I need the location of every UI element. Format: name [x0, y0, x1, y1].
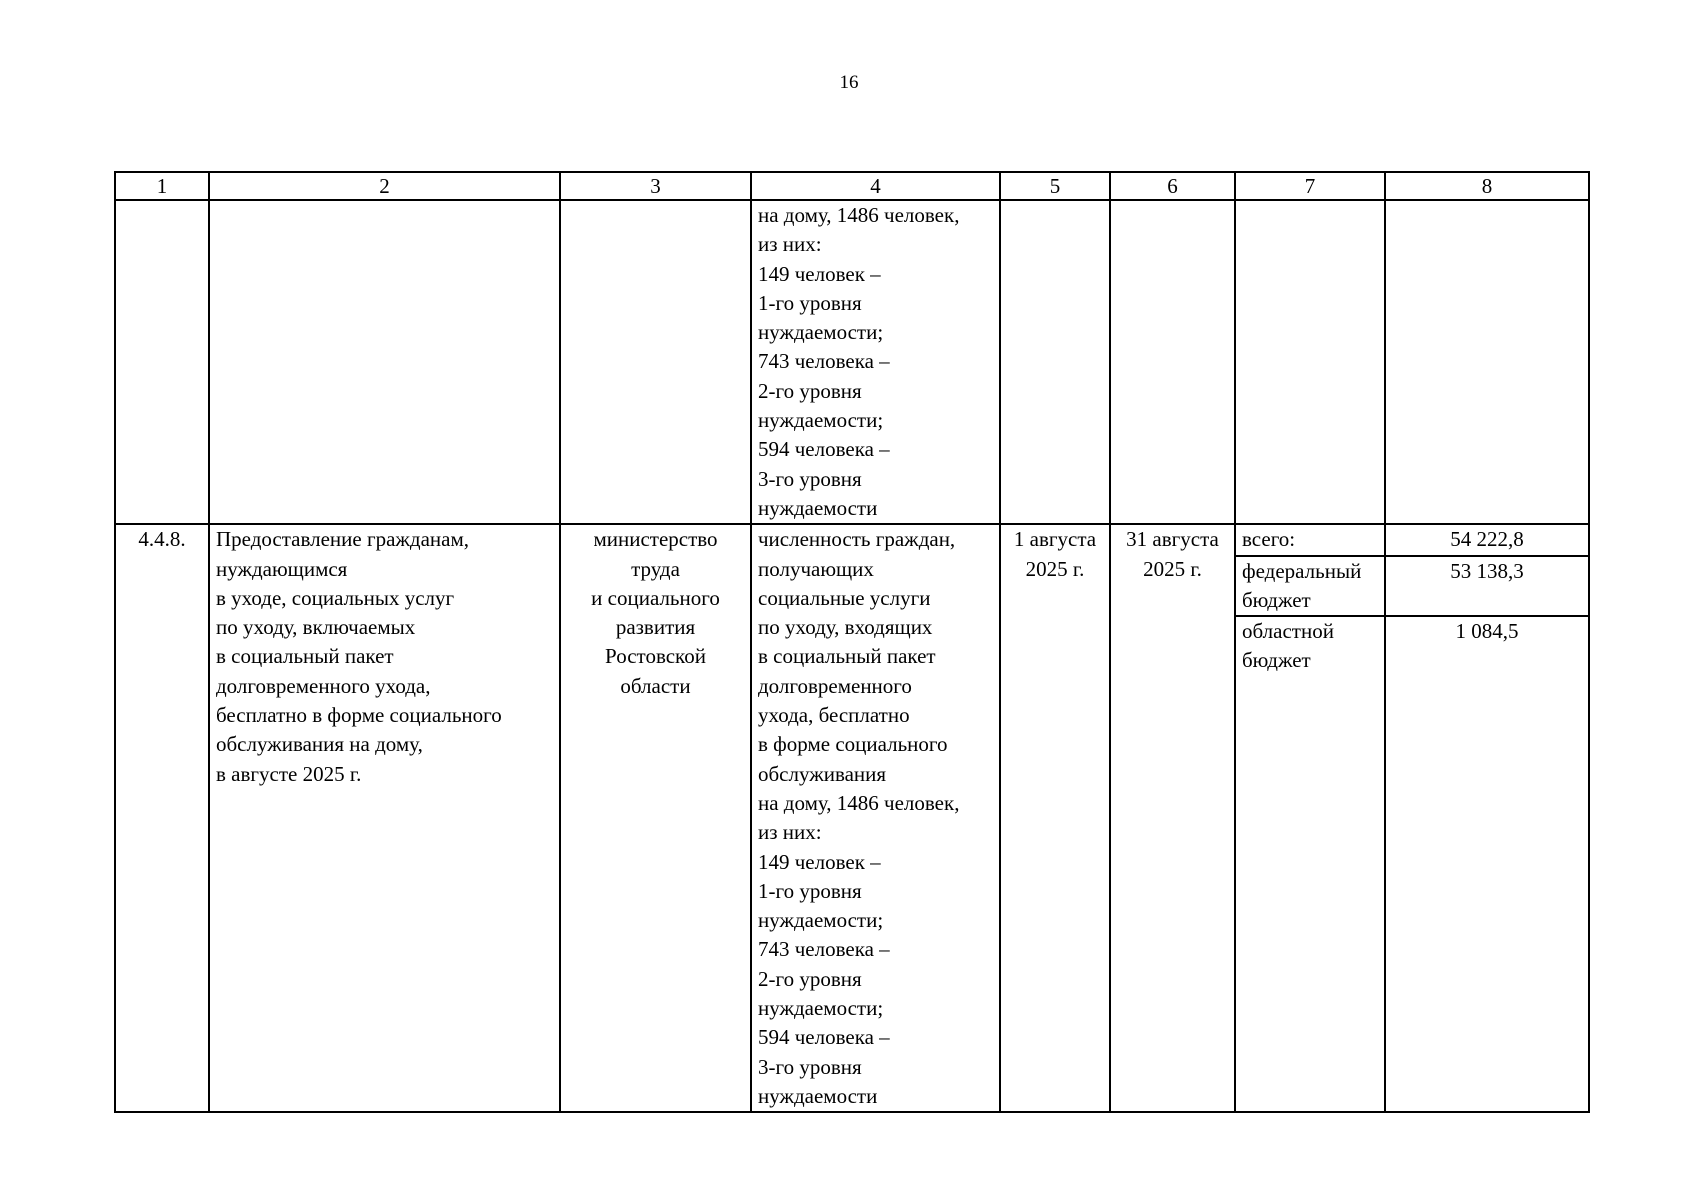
cont-indicator-line: 743 человека –: [758, 349, 890, 374]
funding-sources: [1235, 524, 1385, 1112]
start-date: [1000, 524, 1110, 1112]
header-cell: 1: [115, 172, 209, 200]
funding-amount-value: 54 222,8: [1450, 527, 1524, 552]
description-line: в уходе, социальных услуг: [216, 585, 455, 610]
header-cell: 2: [209, 172, 560, 200]
indicator-line: на дому, 1486 человек,: [758, 790, 960, 815]
header-cell: 3: [560, 172, 751, 200]
cont-indicator-line: на дому, 1486 человек,: [758, 203, 960, 227]
cont-cell-2: [209, 200, 560, 524]
description-line: бесплатно в форме социального: [216, 703, 502, 728]
cont-indicator-line: 594 человека –: [758, 437, 890, 462]
funding-source-federal: [1236, 557, 1384, 618]
indicator-line: численность граждан,: [758, 527, 956, 552]
executor-line: министерство: [593, 527, 718, 552]
indicator-line: 3-го уровня: [758, 1054, 862, 1079]
funding-source-label: областной: [1242, 619, 1334, 644]
description-line: нуждающимся: [216, 556, 348, 581]
description-line: по уходу, включаемых: [216, 615, 416, 640]
row-number: [115, 524, 209, 1112]
header-row: [115, 172, 1589, 200]
funding-source-label: бюджет: [1242, 587, 1311, 612]
indicator-line: в социальный пакет: [758, 644, 936, 669]
cont-indicator-line: 2-го уровня: [758, 378, 862, 403]
indicator: [751, 524, 1000, 1112]
indicator-line: нуждаемости: [758, 1083, 878, 1108]
header-cell: 4: [751, 172, 1000, 200]
indicator-line: 1-го уровня: [758, 878, 862, 903]
indicator-line: социальные услуги: [758, 585, 931, 610]
indicator-line: 2-го уровня: [758, 966, 862, 991]
start-date-line: 1 августа: [1013, 527, 1097, 552]
indicator-line: долговременного: [758, 673, 912, 698]
description-line: в социальный пакет: [216, 644, 394, 669]
cont-cell-6: [1110, 200, 1235, 524]
indicator-line: в форме социального: [758, 732, 948, 757]
cont-cell-8: [1385, 200, 1589, 524]
funding-source-label: бюджет: [1242, 648, 1311, 673]
end-date: [1110, 524, 1235, 1112]
table-row: [115, 524, 1589, 1112]
indicator-line: ухода, бесплатно: [758, 703, 910, 728]
funding-source-total: [1236, 525, 1384, 556]
cont-indicator-line: 149 человек –: [758, 261, 881, 286]
executor: [560, 524, 751, 1112]
cont-indicator-line: нуждаемости;: [758, 320, 884, 345]
executor-line: Ростовской: [605, 644, 706, 669]
executor-line: области: [620, 673, 691, 698]
indicator-line: нуждаемости;: [758, 908, 884, 933]
indicator-line: 149 человек –: [758, 849, 881, 874]
header-cell: 8: [1385, 172, 1589, 200]
cont-indicator-line: 3-го уровня: [758, 466, 862, 491]
description-line: в августе 2025 г.: [216, 761, 362, 786]
page-number: 16: [839, 72, 859, 93]
header-cell: 5: [1000, 172, 1110, 200]
cont-indicator-line: нуждаемости;: [758, 408, 884, 433]
description-line: долговременного ухода,: [216, 673, 431, 698]
executor-line: труда: [631, 556, 680, 581]
cont-cell-3: [560, 200, 751, 524]
start-date-line: 2025 г.: [1025, 556, 1085, 581]
indicator-line: 594 человека –: [758, 1025, 890, 1050]
funding-source-regional: [1236, 617, 1384, 676]
cont-indicator-cell: [751, 200, 1000, 524]
indicator-line: обслуживания: [758, 761, 887, 786]
funding-amount-value: 53 138,3: [1450, 558, 1524, 583]
continuation-row: [115, 200, 1589, 524]
funding-amount-total: [1386, 525, 1588, 556]
header-cell: 6: [1110, 172, 1235, 200]
indicator-line: нуждаемости;: [758, 996, 884, 1021]
header-cell: 7: [1235, 172, 1385, 200]
funding-amounts: [1385, 524, 1589, 1112]
row-number-text: 4.4.8.: [138, 527, 186, 552]
plan-table: [114, 171, 1590, 1113]
indicator-line: из них:: [758, 820, 822, 845]
funding-source-label: федеральный: [1242, 558, 1362, 583]
funding-amount-regional: [1386, 617, 1588, 646]
funding-amount-federal: [1386, 557, 1588, 618]
end-date-line: 2025 г.: [1143, 556, 1202, 581]
cont-indicator-line: из них:: [758, 232, 822, 257]
executor-line: и социального: [591, 585, 720, 610]
cont-cell-1: [115, 200, 209, 524]
description-line: обслуживания на дому,: [216, 732, 423, 757]
executor-line: развития: [615, 615, 696, 640]
description-line: Предоставление гражданам,: [216, 527, 470, 552]
cont-indicator-line: 1-го уровня: [758, 290, 862, 315]
indicator-line: по уходу, входящих: [758, 615, 933, 640]
event-description: [209, 524, 560, 1112]
cont-cell-5: [1000, 200, 1110, 524]
indicator-line: получающих: [758, 556, 874, 581]
funding-amount-value: 1 084,5: [1455, 619, 1519, 644]
end-date-line: 31 августа: [1126, 527, 1219, 552]
cont-indicator-line: нуждаемости: [758, 495, 878, 520]
cont-cell-7: [1235, 200, 1385, 524]
funding-source-label: всего:: [1242, 527, 1296, 552]
indicator-line: 743 человека –: [758, 937, 890, 962]
